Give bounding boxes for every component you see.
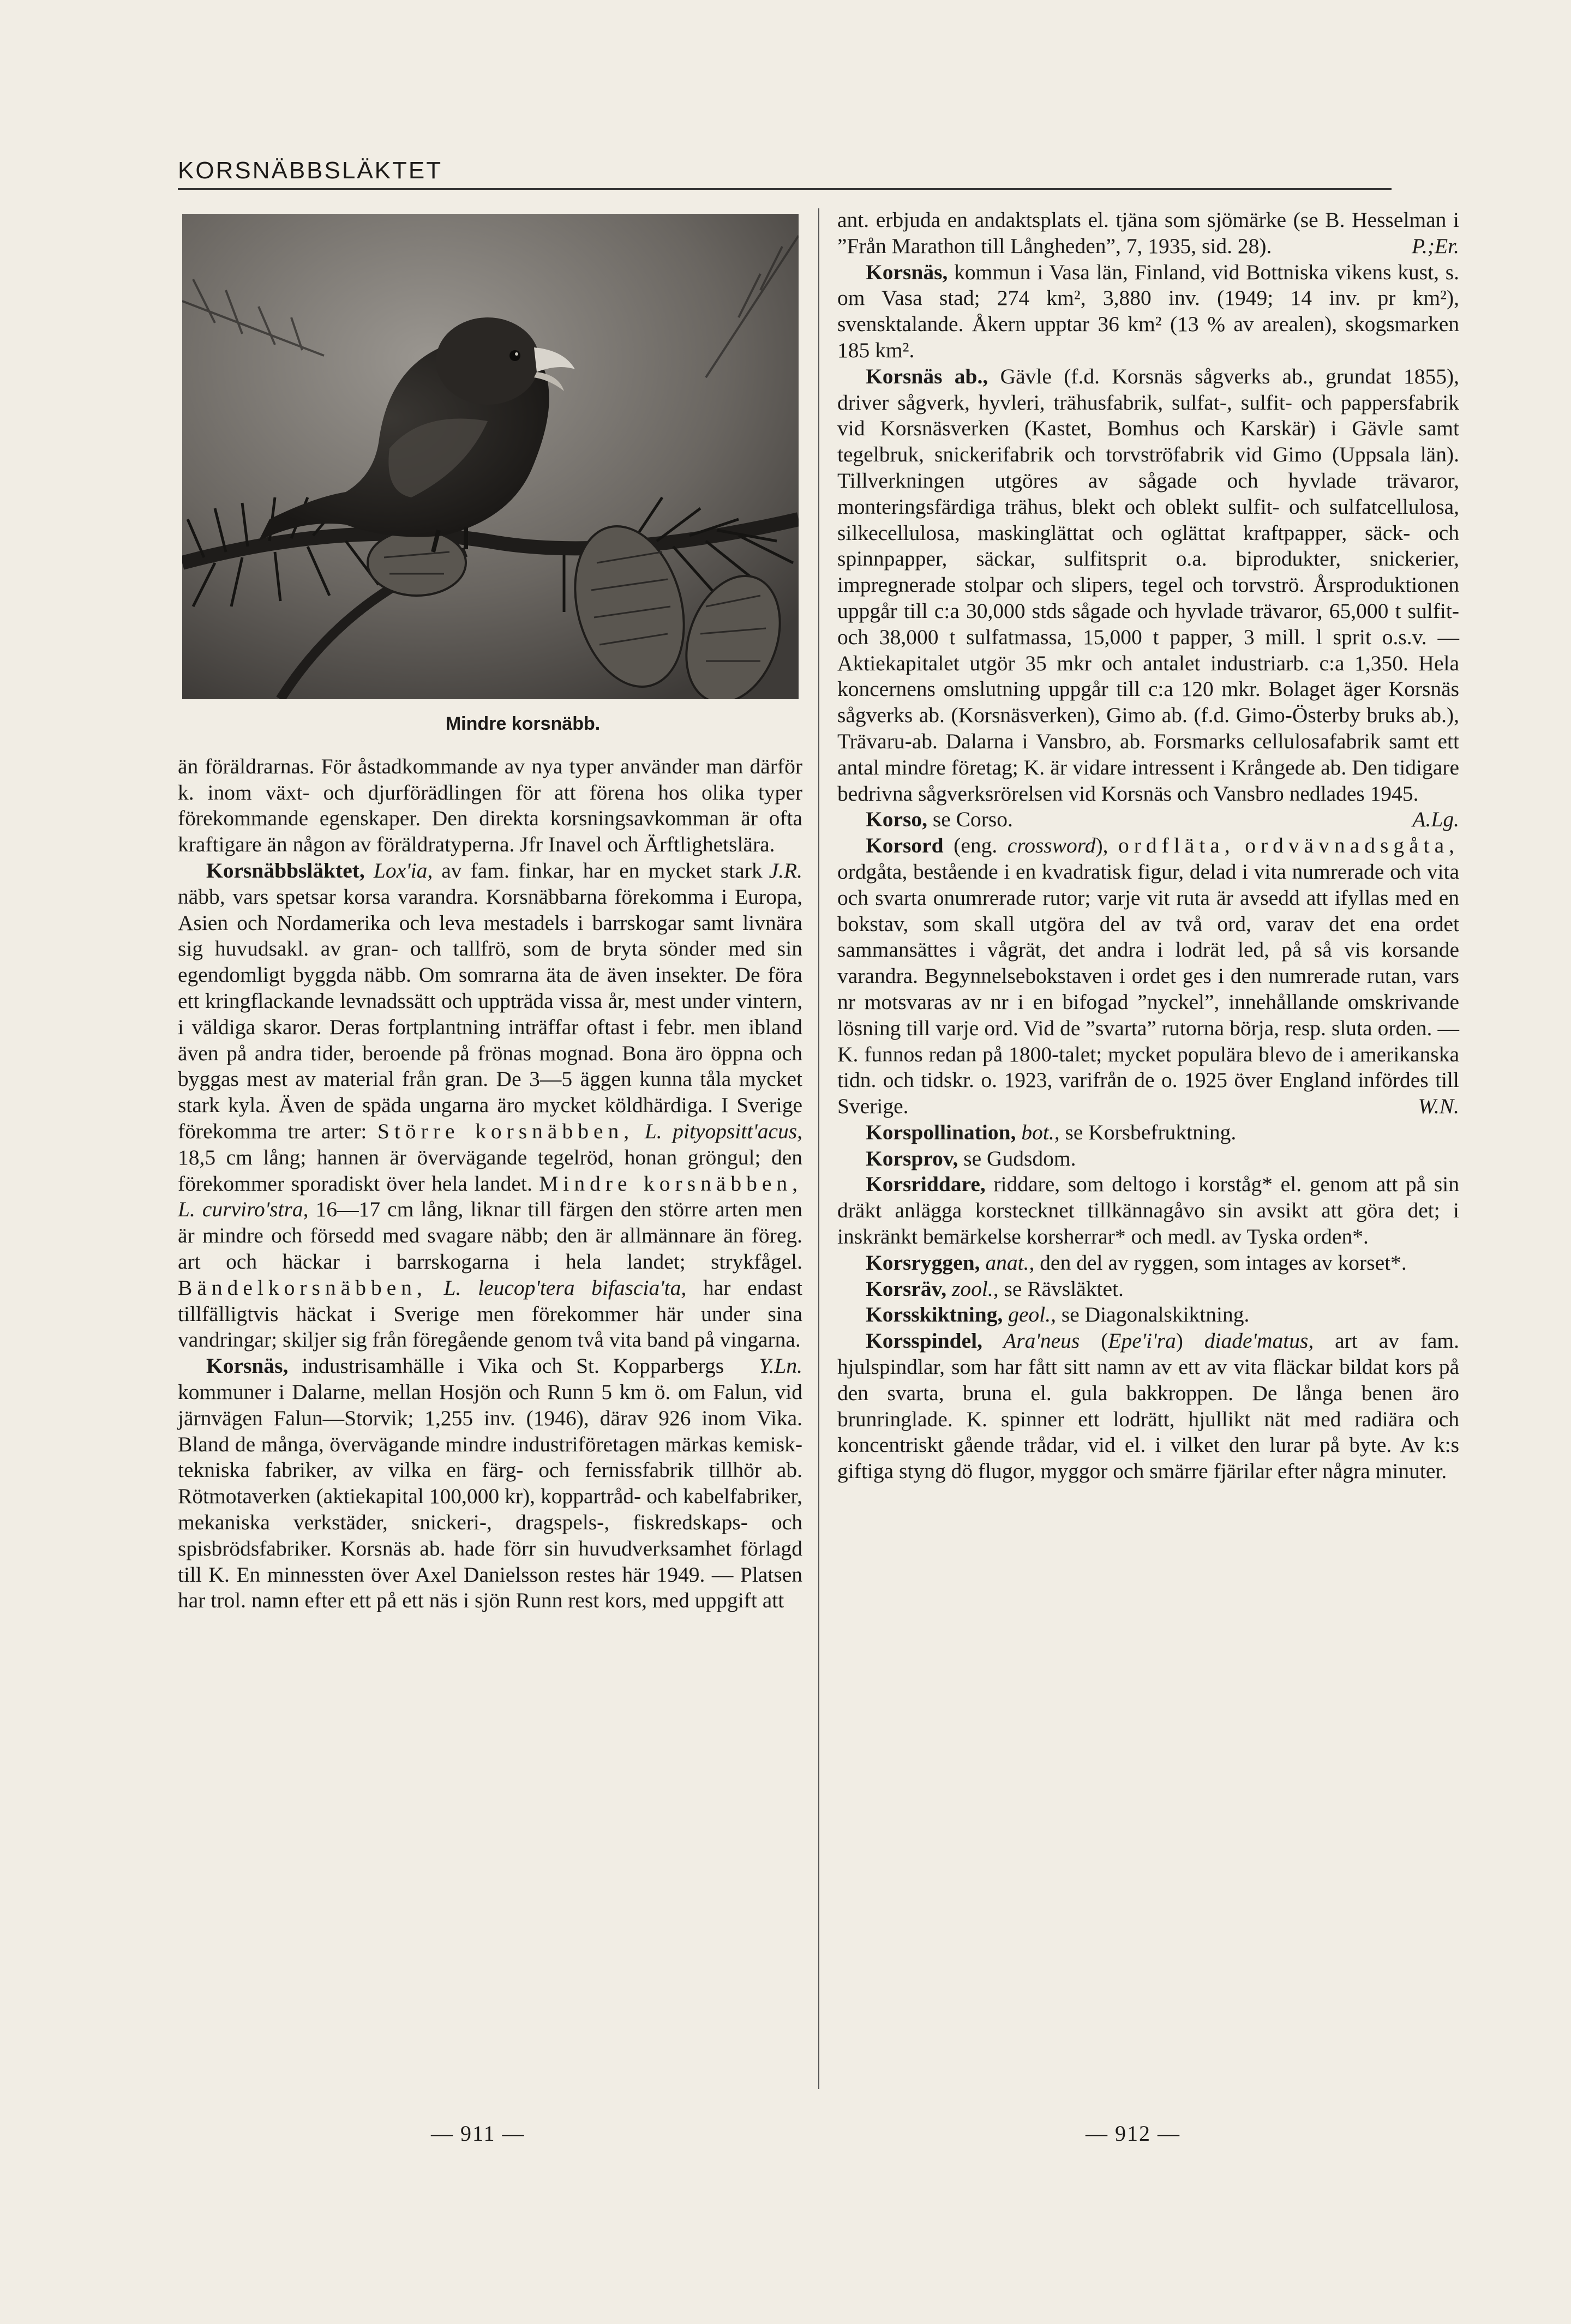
page-number-right: — 912 — [1086, 2121, 1180, 2146]
latin-name: L. curviro'stra, [178, 1197, 309, 1222]
headword: Korspollination, [866, 1120, 1016, 1144]
latin-name: diade'matus, [1204, 1329, 1314, 1353]
headword: Korsprov, [866, 1146, 958, 1170]
entry-korspollination [837, 1120, 1459, 1146]
headword: Korsnäs, [206, 1354, 289, 1378]
entry-text: (eng. [943, 833, 1008, 858]
entry-text: 16—17 cm lång, liknar till färgen den större arten men är mindre och försedd med svagare näbb; den är allmännare än föreg. art och häckar i barrskogarna i hela landet; strykfågel. [178, 1197, 802, 1274]
species-name: Bändelkorsnäbben, [178, 1275, 427, 1300]
headword: Korsryggen, [866, 1250, 980, 1275]
column-divider [818, 208, 819, 2089]
latin-name: L. pityopsitt'acus, [634, 1119, 802, 1143]
headword: Korsnäs, [866, 260, 948, 284]
entry-korsriddare [837, 1172, 1459, 1250]
headword: Korsskiktning, [866, 1302, 1003, 1327]
entry-text: Gävle (f.d. Korsnäs sågverks ab., grundat 1855), driver sågverk, hyvleri, trähusfabrik, sulfat-, sulfit- och pappersfabrik vid Korsnäsverken (Kastet, Bomhus och Karskär) i Gävle samt tegelbruk, snickerifabrik och torvströfabrik vid Gimo (Uppsala län). Tillverkningen utgöres av sågade och hyvlade trävaror, monteringsfärdiga trähus, blekt och oblekt sulfit- och sulfatcellulosa, silkecellulosa, maskinglättat och oglättat kraftpapper, säck- och spinnpapper, säckar, sulfitsprit o.a. biprodukter, snickerier, impregnerade stolpar och slipers, tegel och torvströ. Årsproduktionen uppgår till c:a 30,000 stds sågade och hyvlade trävaror, 65,000 t sulfit- och 38,000 t sulfatmassa, 15,000 t papper, 3 mill. l sprit o.s.v. — Aktiekapitalet utgör 35 mkr och antalet industriarb. c:a 1,350. Hela koncernens omslutning uppgår till c:a 120 mkr. Bolaget äger Korsnäs sågverks ab. (Korsnäsverken), Gimo ab. (f.d. Gimo-Österby bruks ab.), Trävaru-ab. Dalarna i Vansbro, ab. Forsmarks cellulosafabrik samt ett antal mindre företag; K. är vidare intressent i Krångede ab. Den tidigare bedrivna sågverksrörelsen vid Korsnäs och Vansbro nedlades 1945. [837, 364, 1460, 806]
author-signature: W.N. [1418, 1094, 1459, 1119]
running-head: KORSNÄBBSLÄKTET [178, 157, 443, 184]
figure-caption: Mindre korsnäbb. [445, 713, 601, 734]
species-name: Mindre korsnäbben, [539, 1171, 803, 1196]
entry-korsnas-industri [178, 1353, 802, 1614]
entry-text: se Rävsläktet. [998, 1276, 1124, 1301]
entry-korsskiktning [837, 1302, 1459, 1328]
entry-text: riddare, som deltogo i korståg* el. genom att på sin dräkt anlägga korstecknet tillkännagåvo sin avsikt att göra det; i inskränkt bemärkelse korsherrar* och medl. av Tyska orden*. [837, 1172, 1459, 1249]
figure [178, 214, 802, 754]
headword: Korso, [866, 807, 928, 832]
page-number-left: — 911 — [431, 2121, 525, 2146]
entry-text: har endast tillfälligtvis häckat i Sverige men förekommer här under sina vandringar; skiljer sig från föregående genom två vita band på vingarna. [178, 1275, 802, 1352]
entry-text: se Gudsdom. [958, 1146, 1076, 1170]
entry-text: ), [1095, 833, 1119, 858]
headword: Korsräv, [866, 1276, 947, 1301]
field-abbreviation: anat., [980, 1250, 1035, 1275]
entry-text [1235, 833, 1245, 857]
entry-text: ( [1080, 1329, 1108, 1353]
entry-korsprov [837, 1146, 1459, 1172]
english-term: crossword [1007, 833, 1096, 858]
author-signature: Y.Ln. [759, 1354, 802, 1378]
entry-text: ant. erbjuda en andaktsplats el. tjäna som sjömärke (se B. Hesselman i ”Från Marathon till Långheden”, 7, 1935, sid. 28). [837, 208, 1459, 258]
entry-text: se Corso. [927, 807, 1013, 832]
latin-name: L. leucop'tera bifascia'ta, [427, 1275, 687, 1300]
entry-korsspindel [837, 1328, 1459, 1485]
entry-text: se Diagonalskiktning. [1056, 1302, 1250, 1327]
entry-text: ) [1176, 1329, 1204, 1353]
synonym: ordvävnadsgåta, [1245, 833, 1460, 858]
header-rule [178, 188, 1392, 190]
headword: Korsnäs ab., [866, 364, 988, 388]
author-signature: A.Lg. [1412, 807, 1459, 832]
entry-korsrav [837, 1276, 1459, 1302]
entry-text: ordgåta, bestående i en kvadratisk figur, delad i vita numrerade och vita och svarta onumrerade rutor; varje vit ruta är avsedd att ifyllas med en bokstav, som skall utgöra del av två ord, varav det ena ordet sammansättes i vågrät, det andra i lodrät led, på så vis korsande varandra. Begynnelsebokstaven i ordet ges i den numrerade rutan, vars nr motsvaras av nr i en bifogad ”nyckel”, innehållande omskrivande lösning till varje ord. Vid de ”svarta” rutorna börja, resp. sluta orden. — K. funnos redan på 1800-talet; mycket populära blevo de i amerikanska tidn. och tidskr. o. 1923, varifrån de o. 1925 över England infördes till Sverige. [837, 859, 1459, 1119]
headword: Korsnäbbsläktet, [206, 858, 365, 882]
headword: Korsspindel, [866, 1329, 983, 1353]
entry-korsryggen [837, 1250, 1459, 1276]
field-abbreviation: bot., [1016, 1120, 1060, 1144]
entry-text: kommun i Vasa län, Finland, vid Bottniska vikens kust, s. om Vasa stad; 274 km², 3,880 inv. (1949; 14 inv. pr km²), svensktalande. Åkern upptar 36 km² (13 % av arealen), skogsmarken 185 km². [837, 260, 1459, 362]
left-column [178, 207, 802, 1614]
entry-korsord [837, 833, 1459, 1120]
synonym: ordfläta, [1118, 833, 1235, 858]
species-name: Större korsnäbben, [377, 1119, 634, 1143]
latin-name: Epe'i'ra [1108, 1329, 1176, 1353]
crossbill-photo [182, 214, 799, 699]
entry-korsnas-kommun [837, 260, 1459, 364]
field-abbreviation: zool., [946, 1276, 999, 1301]
entry-text: 18,5 cm lång; hannen är övervägande tegelröd, honan gröngul; den förekommer sporadiskt över hela landet. [178, 1145, 802, 1196]
latin-name: Lox'ia, [373, 858, 433, 882]
headword: Korsord [866, 833, 944, 858]
author-signature: P.;Er. [1411, 233, 1459, 258]
entry-text: industrisamhälle i Vika och St. Kopparbergs kommuner i Dalarne, mellan Hosjön och Runn 5 km ö. om Falun, vid järnvägen Falun—Storvik; 1,255 inv. (1946), därav 926 inom Vika. Bland de många, övervägande mindre industriföretagen märkas kemisk-tekniska fabriker, av vilka en färg- och fernissfabrik tillhör ab. Rötmotaverken (aktiekapital 100,000 kr), koppartråd- och kabelfabriker, mekaniska verkstäder, snickeri-, dragspels-, fiskredskaps- och spisbrödsfabriker. Korsnäs ab. hade förr sin huvudverksamhet förlagd till K. En minnessten över Axel Danielsson restes här 1949. — Platsen har trol. namn efter ett på ett näs i sjön Runn rest kors, med uppgift att [178, 1354, 802, 1613]
author-signature: J.R. [769, 858, 802, 882]
entry-continuation [837, 207, 1459, 260]
entry-text: än föräldrarnas. För åstadkommande av nya typer använder man därför k. inom växt- och djurförädlingen för att förena hos olika typer förekommande egenskaper. Den direkta korsningsavkomman är ofta kraftigare än någon av föräldratyperna. Jfr Inavel och Ärftlighetslära. [178, 754, 802, 857]
right-column [837, 207, 1459, 1485]
field-abbreviation: geol., [1003, 1302, 1056, 1327]
entry-korso [837, 807, 1459, 833]
entry-text: av fam. finkar, har en mycket stark näbb, vars spetsar korsa varandra. Korsnäbbarna förekomma i Europa, Asien och Nordamerika och leva mestadels i barrskogar samt livnära sig huvudsakl. av gran- och tallfrö, som de bryta sönder med sin egendomligt byggda näbb. Om somrarna äta de även insekter. De föra ett kringflackande levnadssätt och uppträda vissa år, mest under vintern, i väldiga skaror. Deras fortplantning inträffar oftast i febr. men ibland även på andra tider, beroende på frönas mognad. Bona äro öppna och byggas mest av material från gran. De 3—5 äggen kunna tåla mycket stark kyla. Även de späda ungarna äro mycket köldhärdiga. I Sverige förekomma tre arter: [178, 858, 802, 1143]
headword: Korsriddare, [866, 1172, 986, 1197]
entry-text: art av fam. hjulspindlar, som har fått sitt namn av ett av vita fläckar bildat kors på den svarta, bruna el. gula bakkroppen. De långa benen äro brunringlade. K. spinner ett lodrätt, hjullikt nät med radiära och koncentriskt gående trådar, vid el. i vilket den lurar på byte. Av k:s giftiga styng dö flugor, myggor och smärre fjärilar efter några minuter. [837, 1329, 1460, 1484]
latin-name: Ara'neus [982, 1329, 1080, 1353]
entry-text: se Korsbefruktning. [1059, 1120, 1237, 1144]
entry-text: den del av ryggen, som intages av korset*. [1034, 1250, 1407, 1275]
